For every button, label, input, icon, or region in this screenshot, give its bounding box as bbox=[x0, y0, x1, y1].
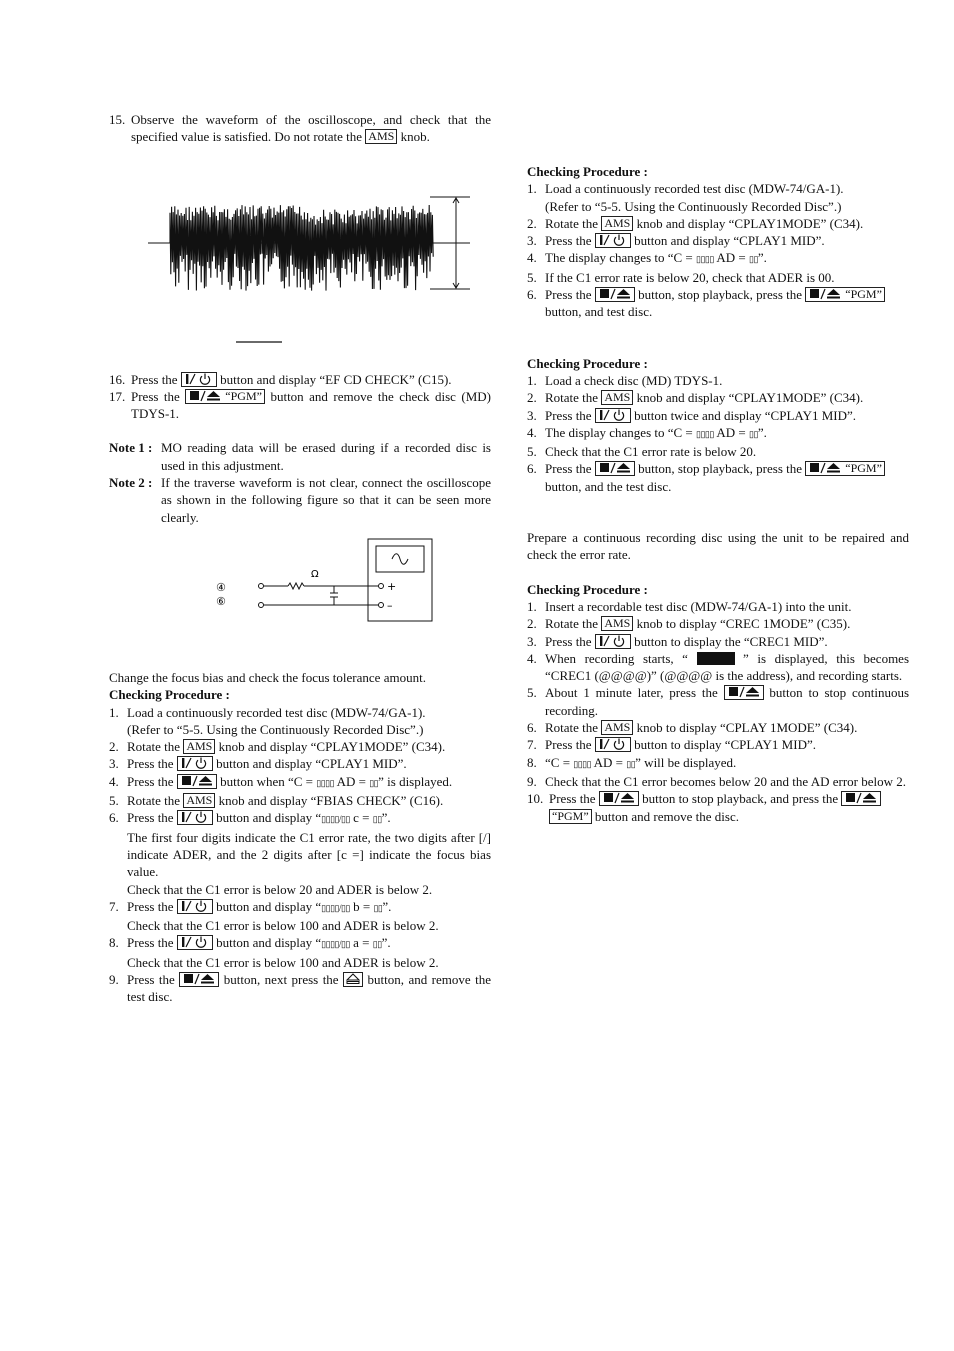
eject-icon bbox=[346, 973, 360, 985]
minus-terminal: – bbox=[387, 599, 393, 612]
step-4: 4. Press the button when “C = ▯▯▯▯ AD = ▯▯” is displayed. bbox=[109, 773, 453, 789]
waveform-figure bbox=[148, 193, 470, 343]
stop-eject-button bbox=[595, 287, 635, 302]
power-button bbox=[181, 372, 217, 387]
stop-eject-icon bbox=[598, 288, 632, 300]
step-4: 4. The display changes to “C = ▯▯▯▯ AD = ▯▯”. bbox=[527, 250, 767, 266]
step-6: 6. Rotate the AMS knob to display “CPLAY 1MODE” (C34). bbox=[527, 720, 858, 736]
stop-eject-button bbox=[177, 774, 217, 789]
oscilloscope-circuit-figure bbox=[208, 538, 434, 622]
power-icon bbox=[184, 373, 214, 385]
ams-knob: AMS bbox=[183, 739, 215, 754]
step-5: 5. Check that the C1 error rate is below 20. bbox=[527, 444, 757, 460]
power-button bbox=[595, 737, 631, 752]
plus-terminal: + bbox=[387, 580, 397, 593]
stop-eject-button bbox=[841, 791, 881, 806]
power-icon bbox=[598, 738, 628, 750]
step-15 bbox=[109, 111, 491, 146]
stop-eject-icon bbox=[602, 792, 636, 804]
power-button bbox=[177, 756, 213, 771]
step-1: 1. Load a continuously recorded test disc (MDW-74/GA-1). (Refer to “5-5. Using the Continuously Recorded Disc”.) bbox=[527, 181, 844, 214]
display-block bbox=[697, 652, 735, 665]
right-column bbox=[527, 163, 909, 825]
step-9: 9. Press the button, next press the button, and remove the test disc. bbox=[109, 972, 492, 1005]
power-icon bbox=[598, 234, 628, 246]
stop-eject-button bbox=[179, 972, 219, 987]
ams-knob: AMS bbox=[183, 793, 215, 808]
stop-eject-button bbox=[595, 461, 635, 476]
step-7: 7. Press the button to display “CPLAY1 MID”. bbox=[527, 737, 816, 753]
power-button bbox=[595, 408, 631, 423]
waveform-trace bbox=[170, 205, 433, 291]
step-4: 4. The display changes to “C = ▯▯▯▯ AD = ▯▯”. bbox=[527, 424, 767, 440]
power-icon bbox=[180, 900, 210, 912]
power-icon bbox=[180, 811, 210, 823]
section-heading: Checking Procedure : bbox=[109, 687, 230, 703]
stop-eject-icon bbox=[180, 775, 214, 787]
stop-eject-icon bbox=[844, 792, 878, 804]
step-6: 6. Press the button, stop playback, press the “PGM” button, and the test disc. bbox=[527, 460, 909, 495]
stop-eject-icon bbox=[808, 462, 842, 474]
section-heading: Checking Procedure : bbox=[527, 355, 648, 371]
step-6: 6. Press the button and display “▯▯▯▯/▯▯ c = ▯▯”. The first four digits indicate the C1 error rate, the two digits after [/] indicate ADER, and the 2 digits after [c =] indicate the focus bias value. Check that the C1 error is below 20 and ADER is below 2. bbox=[109, 810, 491, 897]
ams-knob: AMS bbox=[365, 129, 397, 144]
step-3: 3. Press the button twice and display “CPLAY1 MID”. bbox=[527, 407, 857, 423]
stop-eject-pgm-button: “PGM” bbox=[185, 389, 265, 404]
ams-knob: AMS bbox=[601, 216, 633, 231]
stop-eject-icon bbox=[598, 462, 632, 474]
step-7: 7. Press the button and display “▯▯▯▯/▯▯ b = ▯▯”. Check that the C1 error is below 100 and ADER is below 2. bbox=[109, 898, 439, 934]
step-17: 17. Press the “PGM” button and remove the check disc (MD) TDYS-1. bbox=[109, 388, 492, 422]
power-button bbox=[177, 810, 213, 825]
step-3: 3. Press the button and display “CPLAY1 MID”. bbox=[109, 756, 407, 772]
step-4: 4. When recording starts, “ ” is displayed, this becomes “CREC1 (@@@@)” (@@@@ is the address), and recording starts. bbox=[527, 650, 910, 684]
pin-label-b: ⑥ bbox=[216, 595, 226, 608]
resistor bbox=[288, 583, 304, 589]
power-button bbox=[177, 899, 213, 914]
step-1: 1. Load a continuously recorded test disc (MDW-74/GA-1). (Refer to “5-5. Using the Continuously Recorded Disc”.) bbox=[109, 704, 426, 737]
ams-knob: AMS bbox=[601, 616, 633, 631]
step-2: 2. Rotate the AMS knob and display “CPLAY1MODE” (C34). bbox=[527, 390, 864, 406]
stop-eject-icon bbox=[182, 973, 216, 985]
step-10: 10. Press the button to stop playback, and press the “PGM” button and remove the disc. bbox=[527, 790, 909, 825]
power-icon bbox=[180, 757, 210, 769]
step-1: 1. Insert a recordable test disc (MDW-74/GA-1) into the unit. bbox=[527, 598, 852, 614]
pin-label-a: ④ bbox=[216, 581, 226, 594]
recording-intro: Prepare a continuous recording disc using the unit to be repaired and check the error rate. bbox=[527, 530, 909, 563]
stop-eject-icon bbox=[188, 390, 222, 402]
step-2: 2. Rotate the AMS knob and display “CPLAY1MODE” (C34). bbox=[527, 215, 864, 231]
step-8: 8. “C = ▯▯▯▯ AD = ▯▯” will be displayed. bbox=[527, 754, 737, 770]
focus-intro: Change the focus bias and check the focus tolerance amount. bbox=[109, 669, 426, 685]
step-5: 5. If the C1 error rate is below 20, check that ADER is 00. bbox=[527, 269, 835, 285]
power-button bbox=[595, 233, 631, 248]
power-button bbox=[595, 634, 631, 649]
power-icon bbox=[598, 409, 628, 421]
step-3: 3. Press the button and display “CPLAY1 MID”. bbox=[527, 233, 825, 249]
step-number: 15. bbox=[109, 112, 126, 127]
stop-eject-button bbox=[724, 685, 764, 700]
section-heading: Checking Procedure : bbox=[527, 581, 648, 597]
step-5: 5. About 1 minute later, press the button to stop continuous recording. bbox=[527, 685, 910, 718]
step-3: 3. Press the button to display the “CREC1 MID”. bbox=[527, 633, 828, 649]
sine-icon bbox=[392, 554, 408, 565]
stop-eject-icon bbox=[808, 288, 842, 300]
ohm-symbol: Ω bbox=[311, 569, 319, 580]
power-button bbox=[177, 935, 213, 950]
stop-eject-pgm-button: “PGM” bbox=[805, 287, 885, 302]
ams-knob: AMS bbox=[601, 720, 633, 735]
eject-button bbox=[343, 972, 363, 987]
power-icon bbox=[598, 635, 628, 647]
power-icon bbox=[180, 936, 210, 948]
step-2: 2. Rotate the AMS knob to display “CREC 1MODE” (C35). bbox=[527, 616, 851, 632]
note-2: Note 2 : If the traverse waveform is not clear, connect the oscilloscope as shown in the following figure so that it can be seen more clearly. bbox=[109, 475, 491, 525]
stop-eject-pgm-button: “PGM” bbox=[805, 461, 885, 476]
step-2: 2. Rotate the AMS knob and display “CPLAY1MODE” (C34). bbox=[109, 739, 446, 755]
step-1: 1. Load a check disc (MD) TDYS-1. bbox=[527, 372, 723, 388]
oscilloscope-box bbox=[368, 539, 432, 621]
step-text: Observe the waveform of the oscilloscope, and check that the specified value is satisfied. Do not rotate the AMS knob. bbox=[131, 112, 491, 145]
step-5: 5. Rotate the AMS knob and display “FBIAS CHECK” (C16). bbox=[109, 793, 444, 809]
stop-eject-icon bbox=[727, 686, 761, 698]
step-9: 9. Check that the C1 error becomes below 20 and the AD error below 2. bbox=[527, 773, 907, 789]
step-6: 6. Press the button, stop playback, press the “PGM” button, and test disc. bbox=[527, 286, 909, 321]
section-heading: Checking Procedure : bbox=[527, 164, 648, 179]
ams-knob: AMS bbox=[601, 390, 633, 405]
step-16: 16. Press the button and display “EF CD CHECK” (C15). bbox=[109, 371, 452, 387]
pgm-button: “PGM” bbox=[549, 809, 592, 824]
stop-eject-button bbox=[599, 791, 639, 806]
note-1: Note 1 : MO reading data will be erased during if a recorded disc is used in this adjustment. bbox=[109, 440, 491, 473]
step-8: 8. Press the button and display “▯▯▯▯/▯▯ a = ▯▯”. Check that the C1 error is below 100 and ADER is below 2. bbox=[109, 935, 439, 970]
